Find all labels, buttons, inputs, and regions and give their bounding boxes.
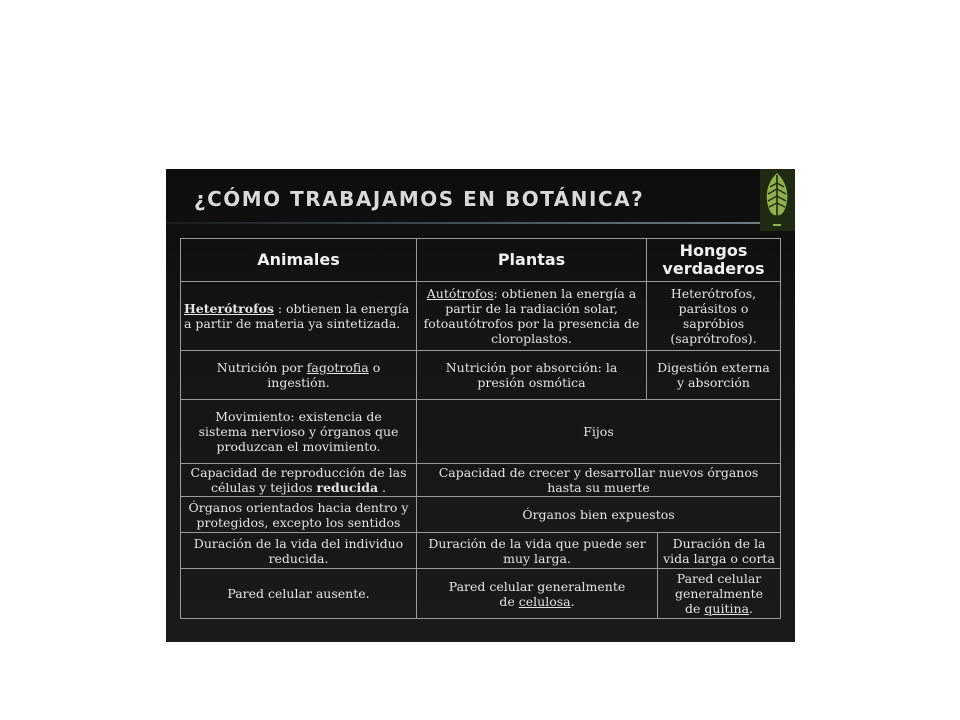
cell-row6-hongos: Duración de la vida larga o corta: [657, 532, 781, 569]
cell-row6-plantas: Duración de la vida que puede ser muy larga.: [416, 532, 658, 569]
term-fagotrofia: fagotrofia: [306, 360, 369, 375]
text-nutricion-post: o ingestión.: [267, 360, 381, 390]
cell-row2-hongos: Digestión externa y absorción: [646, 350, 781, 400]
cell-row5-animales: Órganos orientados hacia dentro y protegidos, excepto los sentidos: [180, 496, 417, 533]
header-hongos: Hongos verdaderos: [646, 238, 781, 282]
term-celulosa: celulosa: [518, 593, 571, 609]
leaf-logo-icon: [760, 169, 795, 231]
term-quitina: quitina: [704, 601, 749, 616]
text-heterotrofos: : obtienen la energía a partir de materia ya sintetizada.: [184, 301, 410, 331]
text-pared-hongos-pre: Pared celular generalmente de: [675, 571, 763, 616]
slide-title: ¿CÓMO TRABAJAMOS EN BOTÁNICA?: [194, 187, 645, 211]
cell-row3-plantas-hongos: Fijos: [416, 399, 781, 464]
cell-row5-plantas-hongos: Órganos bien expuestos: [416, 496, 781, 533]
cell-row1-animales: [180, 281, 417, 351]
cell-row6-animales: Duración de la vida del individuo reducida.: [180, 532, 417, 569]
cell-row2-plantas: Nutrición por absorción: la presión osmótica: [416, 350, 647, 400]
cell-row7-plantas: [416, 568, 658, 619]
header-plantas: Plantas: [416, 238, 647, 282]
term-heterotrofos: Heterótrofos: [184, 301, 274, 316]
text-pared-plantas-pre: Pared celular generalmente de: [448, 578, 626, 609]
cell-row2-animales: [180, 350, 417, 400]
text-nutricion-pre: Nutrición por: [216, 360, 307, 375]
text-pared-hongos-post: .: [748, 601, 753, 616]
cell-row7-animales: Pared celular ausente.: [180, 568, 417, 619]
cell-row4-animales: [180, 463, 417, 497]
slide: [166, 169, 795, 642]
text-autotrofos: : obtienen la energía a partir de la radiación solar, fotoautótrofos por la presencia de cloroplastos.: [423, 286, 640, 346]
cell-row4-plantas-hongos: Capacidad de crecer y desarrollar nuevos órganos hasta su muerte: [416, 463, 781, 497]
text-pared-plantas-post: .: [570, 593, 575, 609]
text-reproduccion-pre: Capacidad de reproducción de las células y tejidos: [190, 465, 407, 495]
cell-row7-hongos: [657, 568, 781, 619]
cell-row1-hongos: Heterótrofos, parásitos o sapróbios (saprótrofos).: [646, 281, 781, 351]
title-divider: [166, 222, 762, 224]
header-animales: Animales: [180, 238, 417, 282]
term-autotrofos: Autótrofos: [426, 286, 494, 301]
text-reproduccion-post: .: [378, 480, 387, 495]
term-reducida: reducida: [316, 480, 379, 495]
cell-row3-animales: Movimiento: existencia de sistema nervioso y órganos que produzcan el movimiento.: [180, 399, 417, 464]
cell-row1-plantas: [416, 281, 647, 351]
